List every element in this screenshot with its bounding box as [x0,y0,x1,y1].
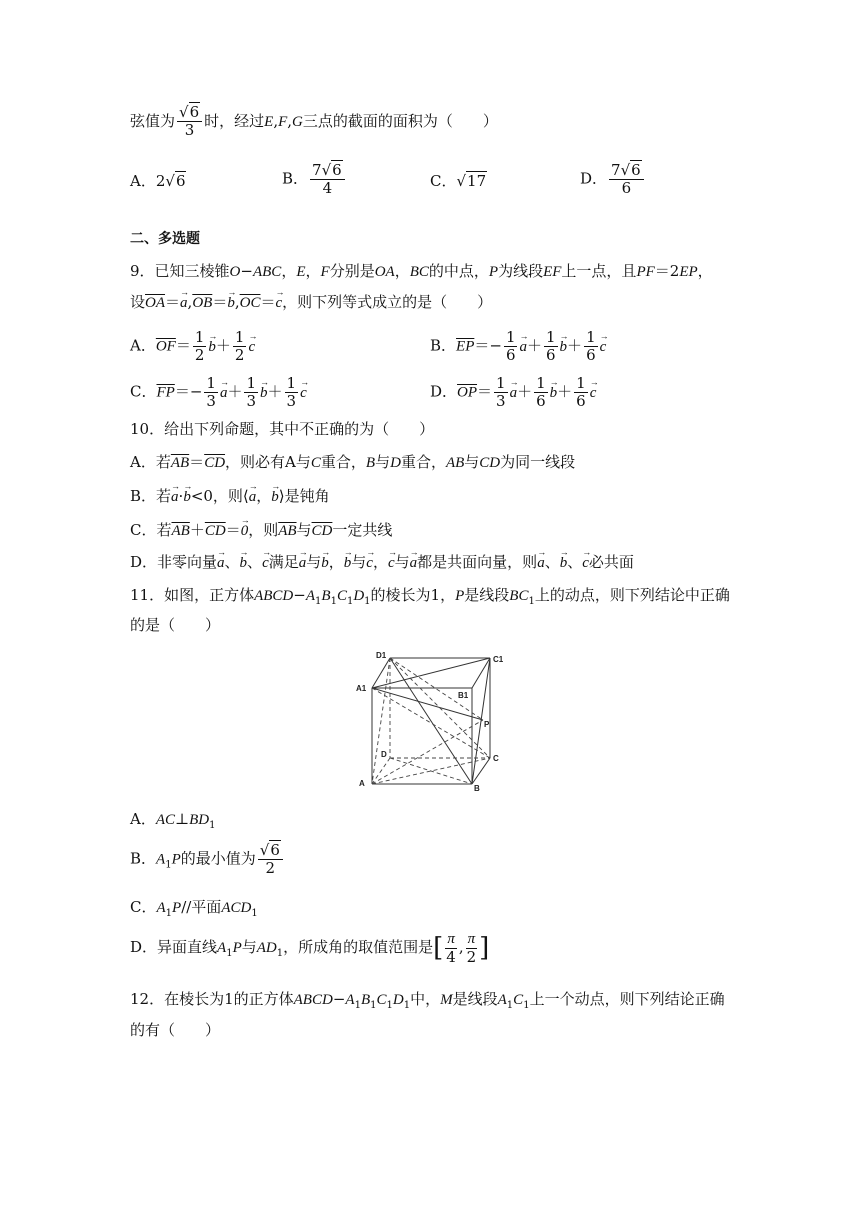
hidden-segment [390,658,483,720]
q10-stem: 10．给出下列命题，其中不正确的为（ ） [130,420,435,438]
label-B: B [474,784,480,793]
label-B1: B1 [458,691,469,700]
hidden-segment [372,720,483,784]
section-heading: 二、多选题 [130,231,200,247]
q11-line1: 11．如图，正方体$ABCD-A_1B_1C_1D_1$的棱长为1，P是线段$BC_1$上的动点，则下列结论中正确 [130,586,730,607]
q11-line2: 的是（ ） [130,616,221,634]
q11-option-c: C．$A_1P//$平面$ACD_1$ [130,898,258,919]
q10-option-a: A．若$\overline{AB}=\overline{CD}$，则必有A与C重合，B与D重合，AB与CD为同一线段 [130,453,576,471]
q12-line1: 12．在棱长为1的正方体$ABCD-A_1B_1C_1D_1$中，M是线段$A_1C_1$上一个动点，则下列结论正确 [130,990,725,1011]
label-C1: C1 [493,655,504,664]
q9-line1: 9．已知三棱锥O−ABC，E，F分别是OA，BC的中点，P为线段EF上一点，且PF＝2EP， [130,262,713,280]
q11-option-a: A．$AC\perp BD_1$ [130,810,216,831]
q9-option-a: A．$\overline{OF}=$ $\frac{1}{2}$ → b＋ $\frac{1}{2}$ → c [130,329,255,364]
q12-line2: 的有（ ） [130,1021,221,1039]
hidden-segment [390,758,472,784]
q8-option-d: D． $\frac{7√6}{6}$ [580,162,646,197]
q9-option-b: B．$\overline{EP}=-$ $\frac{1}{6}$ → a＋ $\frac{1}{6}$ → b＋ $\frac{1}{6}$ → c [430,329,606,364]
segment-D1B [390,658,472,784]
label-A1: A1 [356,684,367,693]
label-C: C [493,754,499,763]
q8-option-b: B． $\frac{7√6}{4}$ [282,162,347,197]
label-D1: D1 [376,651,387,660]
q11-option-b: B．$A_1P$的最小值为 $\frac{√6}{2}$ [130,842,285,877]
q10-option-c: C．若$\overline{AB}+\overline{CD}=\to 0$，则$\overline{AB}$与$\overline{CD}$一定共线 [130,519,392,542]
label-A: A [359,779,365,788]
label-P: P [484,720,490,729]
hidden-segment [372,658,390,784]
cube-edge [372,658,390,688]
q9-option-d: D．$\overline{OP}=$ $\frac{1}{3}$ → a＋ $\frac{1}{6}$ → b＋ $\frac{1}{6}$ → c [430,375,596,410]
q10-option-d: D．非零向量→ a、→ b、→ c满足→ a与→ b，→ b与→ c，→ c与→ a都是共面向量，则→ a、→ b、→ c必共面 [130,551,634,574]
cube-edge [472,658,490,688]
q10-option-b: B．若→ a·→ b<0，则⟨→ a，→ b⟩是钝角 [130,485,330,508]
q8-tail: 弦值为 $\frac{√6}{3}$ 时，经过E,F,G三点的截面的面积为（ ） [130,103,498,139]
label-D: D [381,750,387,759]
q9-option-c: C．$\overline{FP}=-$ $\frac{1}{3}$ → a＋ $\frac{1}{3}$ → b＋ $\frac{1}{3}$ → c [130,375,307,410]
q8-option-c: C．√17 [430,172,487,190]
q11-option-d: D．异面直线$A_1P$与$AD_1$，所成角的取值范围是[ $\frac{\pi}{4}$ , $\frac{\pi}{2}$ ] [130,931,490,966]
cube-figure [350,648,510,793]
hidden-edge [372,758,390,784]
q9-line2: 设$\overline{OA}=\to a,\overline{OB}=\to b,\overline{OC}=\to c$，则下列等式成立的是（ ） [130,291,492,314]
q8-option-a: A．2√6 [130,172,186,190]
